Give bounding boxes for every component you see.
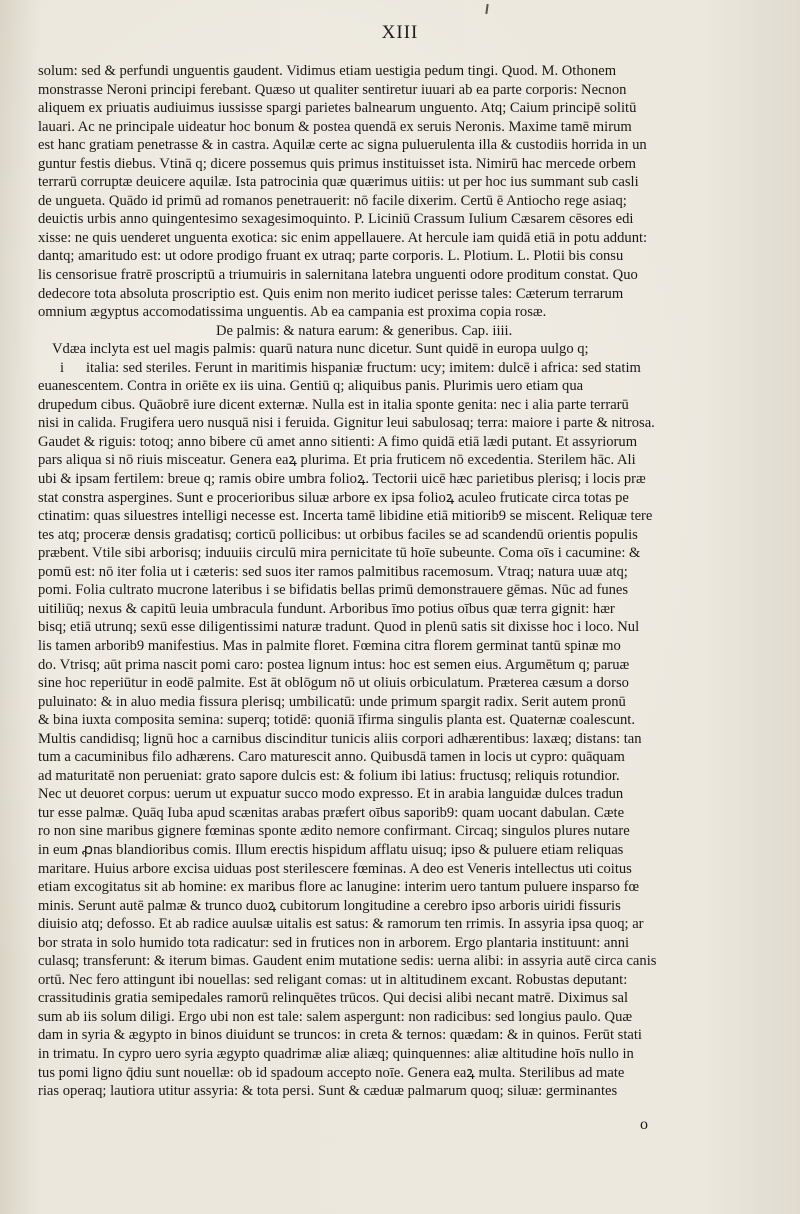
text-line: etiam excogitatus sit ab homine: ex maribus flore ac lanugine: interim uero tantum puluere insparso fœ <box>38 879 640 896</box>
chapter-heading: De palmis: & natura earum: & generibus. Cap. iiii. <box>216 322 513 339</box>
signature-mark: o <box>640 1116 648 1133</box>
text-line: xisse: ne quis uenderet unguenta exotica: sic enim appellauere. At hercule iam quidā etiā in potu addunt: <box>38 229 648 246</box>
text-line: monstrasse Neroni principi ferebant. Quæso ut qualiter sentiretur iuuari ab ea parte corporis: Necnon <box>38 81 627 98</box>
text-line: uitiliūq; nexus & capitū leuia umbracula fundunt. Arboribus īmo potius oībus quæ terra gignit: hær <box>38 600 615 617</box>
folio-number: XIII <box>381 22 419 43</box>
text-line: diuisio atq; defosso. Et ab radice auulsæ uitalis est satus: & ramorum ten rrimis. In assyria ipsa quoq; ar <box>38 916 644 933</box>
text-line: lauari. Ac ne principale uideatur hoc bonum & postea quendā ex seruis Neronis. Maxime tamē mirum <box>38 118 632 135</box>
text-line: tus pomi ligno q̄diu sunt nouellæ: ob id spadoum accepto noīe. Genera eaꝝ multa. Sterilibus ad mate <box>38 1064 625 1081</box>
text-line: lis tamen arborib9 manifestius. Mas in palmite floret. Fœmina citra florem germinat tantū spinæ mo <box>38 637 621 654</box>
text-line: aliquem ex priuatis audiuimus iussisse spargi parietes balnearum unguento. Atq; Caium principē solitū <box>38 100 637 117</box>
text-line: de ungueta. Quādo id primū ad romanos penetrauerit: nō facile dixerim. Certū ē Antiocho rege asiaq; <box>38 192 627 209</box>
text-line: dam in syria & ægypto in binos diuidunt se truncos: in creta & ternos: quædam: & in quinos. Ferūt stati <box>38 1027 642 1044</box>
text-line: sine hoc reperiūtur in eodē palmite. Est āt oblōgum nō ut oliuis orbiculatum. Præterea cæsum a dorso <box>38 675 629 692</box>
text-line: omnium ægyptus accomodatissima unguentis. Ab ea campania est proxima copia rosæ. <box>38 304 547 321</box>
text-line: bor strata in solo humido tota radicatur: sed in frutices non in arborem. Ergo plantaria instituunt: anni <box>38 934 630 951</box>
text-line: est hanc gratiam penetrasse & in castra. Aquilæ certe ac signa puluerulenta illa & custodiis horrida in un <box>38 137 647 154</box>
text-line: maritare. Huius arbore excisa uiduas post sterilescere fœminas. A deo est Veneris intellectus uti coitus <box>38 860 632 877</box>
text-line: tur esse palmæ. Quāq Iuba apud scænitas arabas præfert oībus saporib9: quam uocant dabulan. Cæte <box>38 804 625 821</box>
text-line: stat constra aspergines. Sunt e procerioribus siluæ arbore ex ipsa folioꝝ aculeo fruticate circa totas pe <box>38 489 629 506</box>
text-line: euanescentem. Contra in oriēte ex iis uina. Gentiū q; aliquibus panis. Plurimis uero etiam qua <box>38 378 584 395</box>
page-mark <box>485 4 488 14</box>
text-line: solum: sed & perfundi unguentis gaudent. Vidimus etiam uestigia pedum tingi. Quod. M. Othonem <box>38 63 617 79</box>
text-line: in trimatu. In cypro uero syria ægypto quadrimæ aliæ aliæq; quinquennes: aliæ altitudine hoīs nullo in <box>38 1045 634 1062</box>
text-line: ortū. Nec fero attingunt ibi nouellas: sed religant comas: ut in altitudinem excant. Robustas deputant: <box>38 971 628 988</box>
text-line: terrarū corruptæ deuicere aquilæ. Ista patrocinia quæ quærimus uitiis: ut per hoc ius summant sub casli <box>38 174 639 191</box>
text-line: tes atq; proceræ densis gradatisq; corticū pollicibus: ut orbibus faciles se ad scandendū orientis populis <box>38 526 638 543</box>
text-line: tum a cacuminibus filo adhærens. Caro maturescit anno. Quibusdā tamen in locis ut cypro: quāquam <box>38 749 625 766</box>
text-line: ro non sine maribus gignere fœminas sponte ædito nemore confirmant. Circaq; singulos plures nutare <box>38 823 630 840</box>
text-line: crassitudinis gratia semipedales ramorū relinquētes trūcos. Qui decisi alibi necant matrē. Diximus sal <box>38 990 629 1007</box>
text-line: deuictis urbis anno quingentesimo sexagesimoquinto. P. Liciniū Crassum Iulium Cæsarem cēsores edi <box>38 211 634 228</box>
text-line: ctinatim: quas siluestres intelligi necesse est. Incerta tamē libidine etiā mitiorib9 se miscent. Reliquæ tere <box>38 508 653 525</box>
text-line: in eum ꝓnas blandioribus comis. Illum erectis hispidum afflatu uisuq; ipso & puluere etiam reliquas <box>38 841 624 858</box>
text-line: pars aliqua si nō riuis misceatur. Genera eaꝝ plurima. Et pria fruticem nō excedentia. Sterilem hāc. Ali <box>38 452 636 469</box>
text-line: Vdæa inclyta est uel magis palmis: quarū natura nunc dicetur. Sunt quidē in europa uulgo q; <box>52 341 589 358</box>
text-line: nisi in calida. Frugifera uero nusquā nisi i feruida. Gignitur leui sabulosaq; terra: maiore i parte & nitrosa. <box>38 415 655 432</box>
text-line: minis. Serunt autē palmæ & trunco duoꝝ cubitorum longitudine a cerebro ipso arboris uiridi fissuris <box>38 897 621 914</box>
text-line: culasq; transferunt: & iterum bimas. Gaudent enim mutatione sedis: uerna alibi: in assyria autē circa canis <box>38 953 657 970</box>
marginal-letter: i <box>60 359 65 376</box>
text-line: puluinato: & in aluo media fissura plerisq; umbilicatū: unde primum spargit radix. Serit autem pronū <box>38 693 626 710</box>
text-line: dedecore tota absoluta proscriptio est. Quis enim non merito iudicet perisse tales: Cæterum terrarum <box>38 285 624 302</box>
text-line: bisq; etiā utrunq; sexū esse diligentissimi naturæ tradunt. Quod in plenū satis sit dixisse hoc i loco. Nul <box>38 619 640 636</box>
text-line <box>38 359 686 378</box>
main-text-block <box>38 62 686 1101</box>
text-line: rias operaq; lautiora utitur assyria: & tota persi. Sunt & cæduæ palmarum quoq; siluæ: germinantes <box>38 1083 618 1100</box>
text-line: Multis candidisq; lignū hoc a carnibus discinditur tunicis aliis corpori adhærentibus: laxæq; distans: tan <box>38 730 642 747</box>
text-line: lis censorisue fratrē proscriptū a triumuiris in salernitana latebra unguenti odore proditum constat. Quo <box>38 267 638 284</box>
text-line: ubi & ipsam fertilem: breue q; ramis obire umbra folioꝝ. Tectorii uicē hæc parietibus plerisq; i locis præ <box>38 471 646 488</box>
text-line: & bina iuxta composita semina: superq; totidē: quoniā īfirma singulis planta est. Quaternæ coalescunt. <box>38 712 635 729</box>
text-line: do. Vtrisq; aūt prima nascit pomi caro: postea lignum intus: hoc est semen eius. Argumētum q; paruæ <box>38 656 630 673</box>
text-line: pomū est: nō iter folia ut i cæteris: sed suos iter ramos palmitibus racemosum. Vtraq; natura uuæ atq; <box>38 563 628 580</box>
text-line: Gaudet & riguis: totoq; anno bibere cū amet anno sitienti: A fimo quidā etiā lædi putant. Et assyriorum <box>38 433 638 450</box>
text-line: drupedum cibus. Quāobrē iure dicent externæ. Nulla est in italia sponte genita: nec i alia parte terrarū <box>38 396 629 413</box>
text-line: sum ab iis solum diligi. Ergo ubi non est tale: salem aspergunt: non radicibus: sed longius paulo. Quæ <box>38 1008 633 1025</box>
text-line-body: italia: sed steriles. Ferunt in maritimis hispaniæ fructum: ucy; imitem: dulcē i africa: sed statim <box>86 359 641 376</box>
text-line: guntur festis diebus. Vtinā q; dicere possemus quis primus instituisset ista. Nimirū hac mercede orbem <box>38 155 636 172</box>
text-line: dantq; amaritudo est: ut odore prodigo fruant ex utraq; parte corporis. L. Plotium. L. Plotii bis consu <box>38 248 624 265</box>
text-line: pomi. Folia cultrato mucrone lateribus i se bifidatis bellas primū demonstrauere gēmas. Nūc ad funes <box>38 582 629 599</box>
text-line: ad maturitatē non perueniat: grato sapore dulcis est: & folium ibi latius: fructusq; reliquis rotundior. <box>38 767 620 784</box>
text-line: Nec ut deuoret corpus: uerum ut expuatur succo modo expresso. Et in arabia languidæ dulces tradun <box>38 786 624 803</box>
text-line: præbent. Vtile sibi arborisq; induuiis circulū mira pernicitate tū hoīe subeunte. Coma oīs i cacumine: & <box>38 545 641 562</box>
